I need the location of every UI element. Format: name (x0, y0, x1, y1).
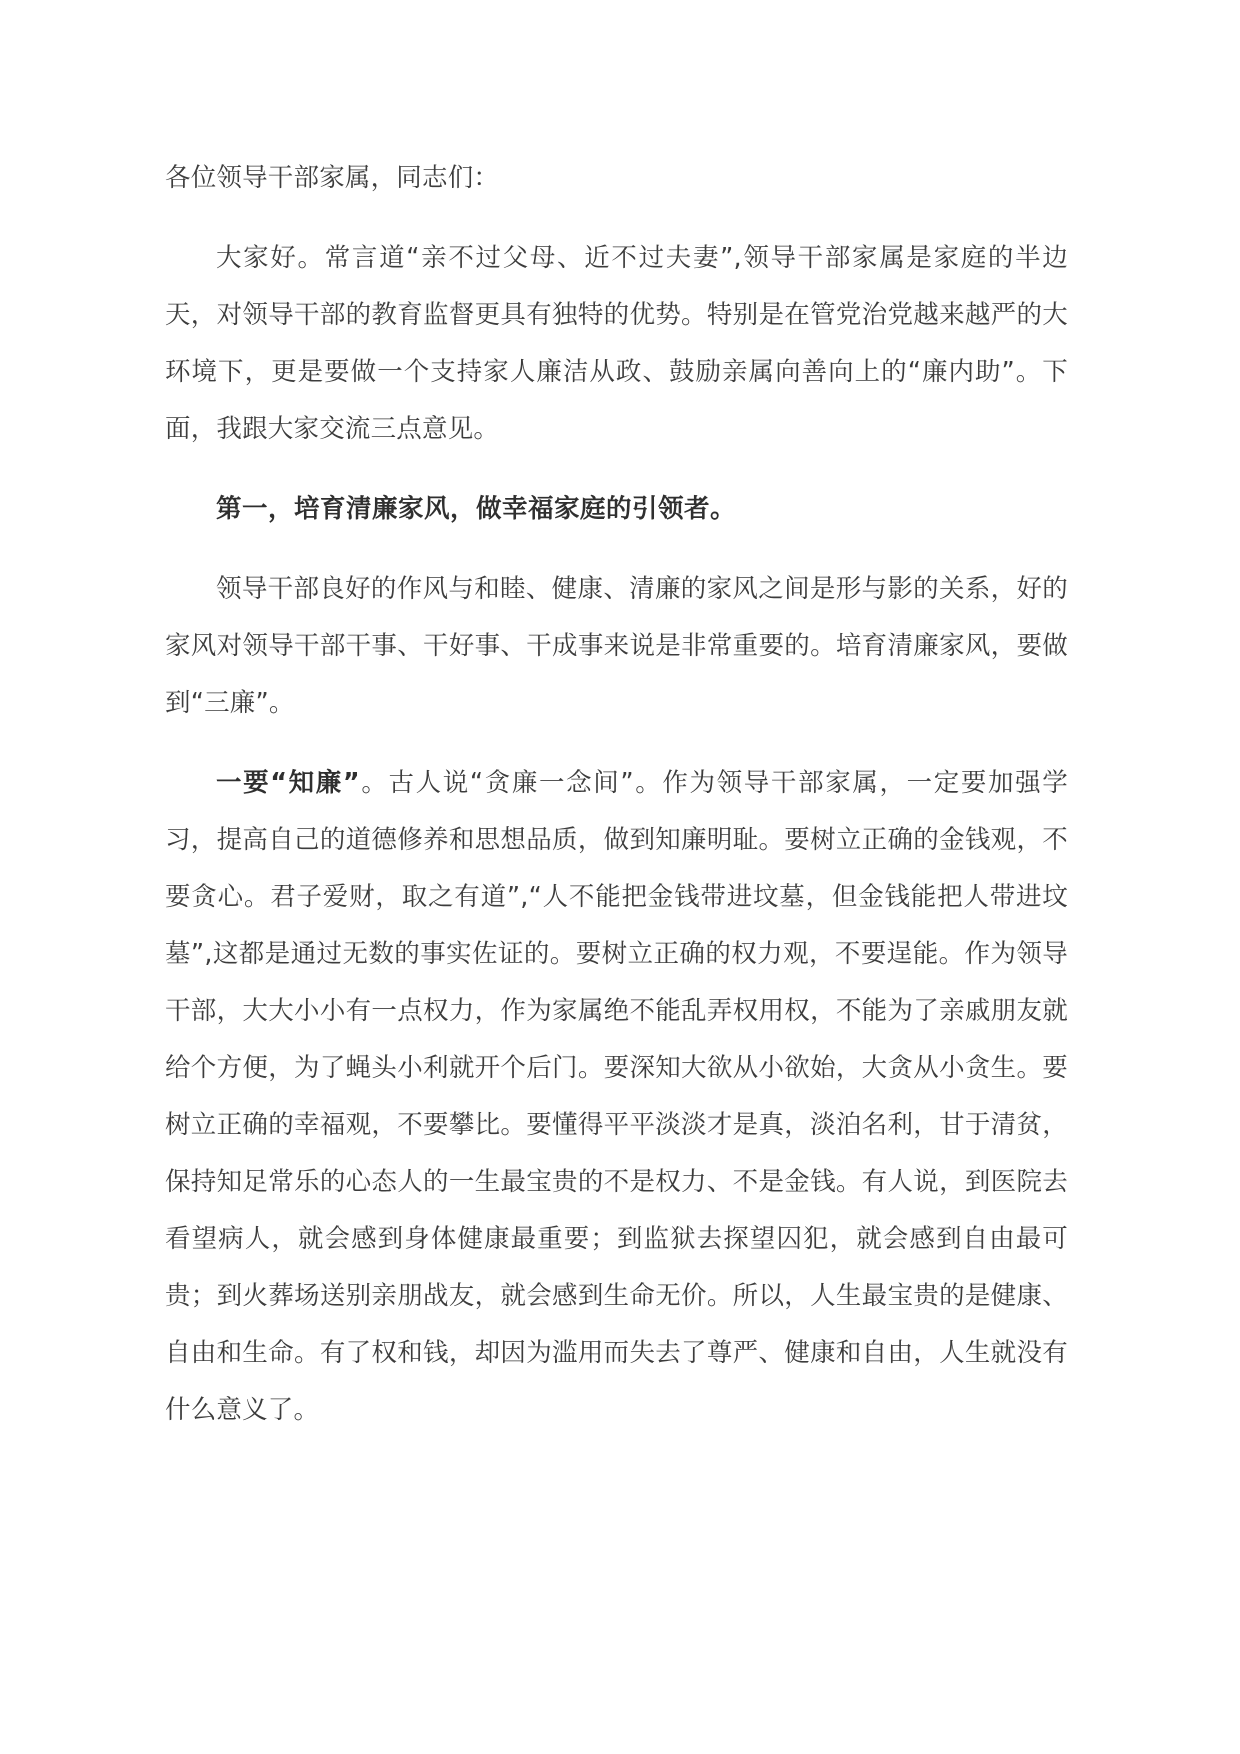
salutation-line: 各位领导干部家属，同志们： (165, 163, 500, 193)
spacer (165, 742, 1068, 755)
section-one-heading: 第一，培育清廉家风，做幸福家庭的引领者。 (216, 494, 737, 524)
section-one-paragraph: 领导干部良好的作风与和睦、健康、清廉的家风之间是形与影的关系，好的家风对领导干部干事、干好事、干成事来说是非常重要的。培育清廉家风，要做到“三廉”。 (165, 574, 1068, 718)
point-one-paragraph (165, 755, 1068, 1439)
spacer (165, 468, 1068, 481)
intro-paragraph: 大家好。常言道“亲不过父母、近不过夫妻”,领导干部家属是家庭的半边天，对领导干部的教育监督更具有独特的优势。特别是在管党治党越来越严的大环境下，更是要做一个支持家人廉洁从政、鼓励亲属向善向上的“廉内助”。下面，我跟大家交流三点意见。 (165, 243, 1068, 444)
document-body (165, 150, 1068, 1439)
spacer (165, 217, 1068, 230)
spacer (165, 548, 1068, 561)
point-one-lead: 一要“知廉” (216, 768, 360, 798)
point-one-body: 。古人说“贪廉一念间”。作为领导干部家属，一定要加强学习，提高自己的道德修养和思想品质，做到知廉明耻。要树立正确的金钱观，不要贪心。君子爱财，取之有道”,“人不能把金钱带进坟墓，但金钱能把人带进坟墓”,这都是通过无数的事实佐证的。要树立正确的权力观，不要逞能。作为领导干部，大大小小有一点权力，作为家属绝不能乱弄权用权，不能为了亲戚朋友就给个方便，为了蝇头小利就开个后门。要深知大欲从小欲始，大贪从小贪生。要树立正确的幸福观，不要攀比。要懂得平平淡淡才是真，淡泊名利，甘于清贫，保持知足常乐的心态人的一生最宝贵的不是权力、不是金钱。有人说，到医院去看望病人，就会感到身体健康最重要；到监狱去探望囚犯，就会感到自由最可贵；到火葬场送别亲朋战友，就会感到生命无价。所以，人生最宝贵的是健康、自由和生命。有了权和钱，却因为滥用而失去了尊严、健康和自由，人生就没有什么意义了。 (165, 768, 1068, 1425)
